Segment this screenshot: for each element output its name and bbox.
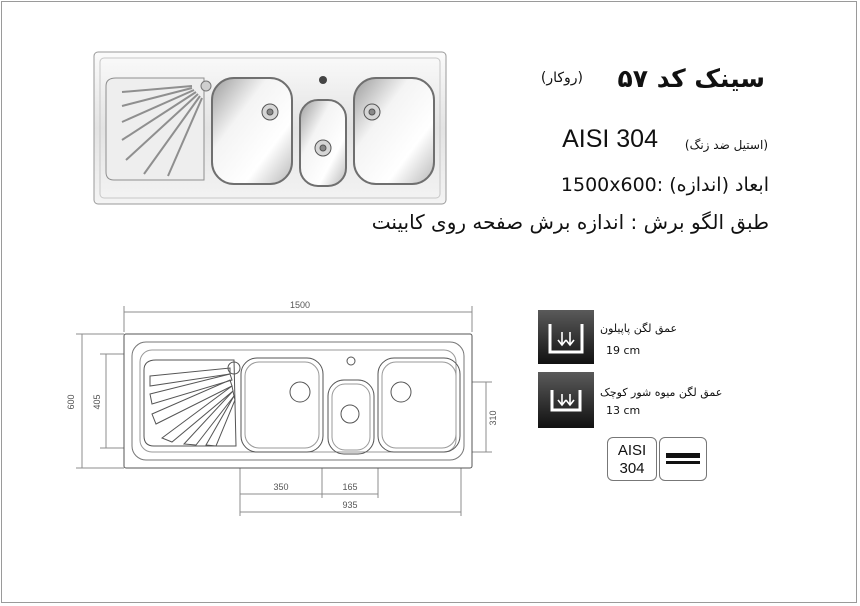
bowl-height-label: 310 [488, 410, 498, 426]
cutout-note: طبق الگو برش : اندازه برش صفحه روی کابینت [371, 210, 769, 234]
deep-basin-icon [538, 310, 594, 364]
sheet-thickness-badge [659, 437, 707, 481]
total-bowl-label: 935 [342, 500, 358, 510]
height-label: 600 [66, 394, 76, 410]
sheet-thickness-icon [660, 438, 706, 480]
aisi-badge-line2: 304 [619, 460, 645, 477]
small-bowl-width-label: 165 [342, 482, 358, 492]
deep-basin-value: 19 cm [606, 344, 641, 357]
mount-type: (روکار) [540, 70, 583, 86]
bowl-width-label: 350 [273, 482, 289, 492]
technical-drawing [60, 296, 500, 518]
deep-basin-label: عمق لگن پاپیلون [600, 322, 678, 335]
shallow-basin-value: 13 cm [606, 404, 641, 417]
aisi-badge-line1: AISI [617, 442, 647, 459]
product-title: سینک کد ۵۷ [617, 64, 765, 93]
width-label: 1500 [289, 300, 311, 310]
inner-height-label: 405 [92, 394, 102, 410]
dimensions: 1500x600: ابعاد (اندازه) [560, 174, 769, 196]
sink-photo [92, 50, 448, 206]
shallow-basin-icon [538, 372, 594, 428]
aisi-badge [607, 437, 657, 481]
material-grade: AISI 304 [562, 125, 658, 153]
shallow-basin-label: عمق لگن میوه شور کوچک [600, 386, 723, 399]
material-note: (استیل ضد زنگ) [684, 138, 768, 152]
